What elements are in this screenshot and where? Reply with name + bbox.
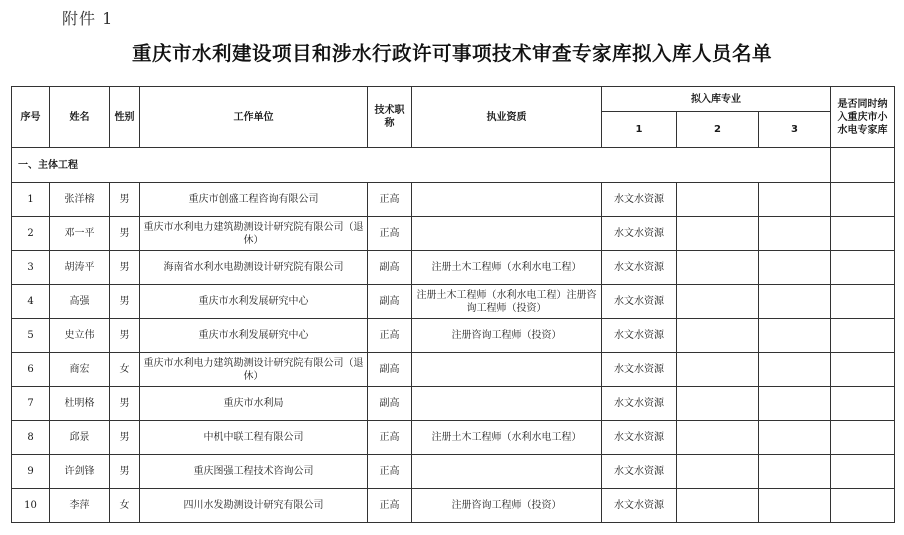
table-row bbox=[12, 285, 895, 319]
cell-seq: 4 bbox=[12, 285, 50, 319]
cell-workplace: 重庆市水利电力建筑勘测设计研究院有限公司（退休） bbox=[140, 353, 368, 387]
section-blank-cell bbox=[831, 148, 895, 183]
cell-gender: 女 bbox=[110, 489, 140, 523]
header-major-2: 2 bbox=[677, 112, 759, 148]
expert-list-table bbox=[11, 86, 895, 523]
cell-workplace: 重庆图强工程技术咨询公司 bbox=[140, 455, 368, 489]
cell-gender: 男 bbox=[110, 285, 140, 319]
cell-qualification: 注册咨询工程师（投资） bbox=[412, 319, 602, 353]
header-qualification: 执业资质 bbox=[412, 87, 602, 148]
cell-seq: 5 bbox=[12, 319, 50, 353]
cell-seq: 8 bbox=[12, 421, 50, 455]
cell-major-1: 水文水资源 bbox=[602, 217, 677, 251]
cell-major-3 bbox=[759, 421, 831, 455]
cell-major-3 bbox=[759, 183, 831, 217]
cell-gender: 男 bbox=[110, 217, 140, 251]
attachment-label: 附件 1 bbox=[62, 9, 114, 28]
cell-qualification: 注册咨询工程师（投资） bbox=[412, 489, 602, 523]
cell-workplace: 重庆市水利局 bbox=[140, 387, 368, 421]
cell-name: 杜明格 bbox=[50, 387, 110, 421]
header-small-hydro: 是否同时纳入重庆市小水电专家库 bbox=[831, 87, 895, 148]
cell-gender: 男 bbox=[110, 251, 140, 285]
cell-gender: 男 bbox=[110, 455, 140, 489]
cell-name: 史立伟 bbox=[50, 319, 110, 353]
cell-name: 张洋榕 bbox=[50, 183, 110, 217]
table-row bbox=[12, 217, 895, 251]
table-row bbox=[12, 421, 895, 455]
table-row bbox=[12, 183, 895, 217]
table-row bbox=[12, 455, 895, 489]
cell-major-3 bbox=[759, 387, 831, 421]
cell-workplace: 重庆市创盛工程咨询有限公司 bbox=[140, 183, 368, 217]
header-tech-title: 技术职称 bbox=[368, 87, 412, 148]
cell-small-hydro bbox=[831, 489, 895, 523]
cell-seq: 3 bbox=[12, 251, 50, 285]
cell-qualification bbox=[412, 455, 602, 489]
table-row bbox=[12, 319, 895, 353]
cell-tech-title: 正高 bbox=[368, 455, 412, 489]
cell-gender: 男 bbox=[110, 183, 140, 217]
cell-major-1: 水文水资源 bbox=[602, 489, 677, 523]
cell-major-2 bbox=[677, 251, 759, 285]
cell-qualification: 注册土木工程师（水利水电工程） bbox=[412, 421, 602, 455]
cell-major-1: 水文水资源 bbox=[602, 455, 677, 489]
cell-major-2 bbox=[677, 353, 759, 387]
cell-tech-title: 正高 bbox=[368, 217, 412, 251]
cell-small-hydro bbox=[831, 217, 895, 251]
cell-workplace: 海南省水利水电勘测设计研究院有限公司 bbox=[140, 251, 368, 285]
cell-major-2 bbox=[677, 489, 759, 523]
cell-major-1: 水文水资源 bbox=[602, 285, 677, 319]
cell-major-1: 水文水资源 bbox=[602, 251, 677, 285]
cell-name: 邓一平 bbox=[50, 217, 110, 251]
cell-seq: 7 bbox=[12, 387, 50, 421]
cell-major-3 bbox=[759, 217, 831, 251]
cell-seq: 6 bbox=[12, 353, 50, 387]
header-seq: 序号 bbox=[12, 87, 50, 148]
cell-tech-title: 副高 bbox=[368, 387, 412, 421]
cell-small-hydro bbox=[831, 353, 895, 387]
cell-major-2 bbox=[677, 319, 759, 353]
cell-major-1: 水文水资源 bbox=[602, 387, 677, 421]
cell-major-1: 水文水资源 bbox=[602, 183, 677, 217]
cell-major-3 bbox=[759, 285, 831, 319]
cell-major-3 bbox=[759, 353, 831, 387]
cell-small-hydro bbox=[831, 251, 895, 285]
cell-major-1: 水文水资源 bbox=[602, 421, 677, 455]
cell-small-hydro bbox=[831, 183, 895, 217]
cell-major-1: 水文水资源 bbox=[602, 319, 677, 353]
cell-major-2 bbox=[677, 217, 759, 251]
cell-major-2 bbox=[677, 421, 759, 455]
cell-small-hydro bbox=[831, 421, 895, 455]
table-row bbox=[12, 387, 895, 421]
cell-tech-title: 正高 bbox=[368, 183, 412, 217]
cell-qualification: 注册土木工程师（水利水电工程） bbox=[412, 251, 602, 285]
cell-name: 李萍 bbox=[50, 489, 110, 523]
header-major-group: 拟入库专业 bbox=[602, 87, 831, 112]
table-row bbox=[12, 251, 895, 285]
cell-major-3 bbox=[759, 319, 831, 353]
cell-name: 邱景 bbox=[50, 421, 110, 455]
cell-workplace: 重庆市水利发展研究中心 bbox=[140, 285, 368, 319]
header-gender: 性别 bbox=[110, 87, 140, 148]
cell-seq: 10 bbox=[12, 489, 50, 523]
cell-name: 胡涛平 bbox=[50, 251, 110, 285]
cell-tech-title: 副高 bbox=[368, 251, 412, 285]
cell-qualification bbox=[412, 217, 602, 251]
cell-qualification bbox=[412, 183, 602, 217]
section-title: 一、主体工程 bbox=[12, 148, 831, 183]
cell-gender: 男 bbox=[110, 387, 140, 421]
cell-tech-title: 正高 bbox=[368, 319, 412, 353]
cell-tech-title: 正高 bbox=[368, 421, 412, 455]
cell-small-hydro bbox=[831, 455, 895, 489]
cell-small-hydro bbox=[831, 387, 895, 421]
cell-major-2 bbox=[677, 285, 759, 319]
cell-gender: 女 bbox=[110, 353, 140, 387]
cell-workplace: 四川水发勘测设计研究有限公司 bbox=[140, 489, 368, 523]
cell-seq: 1 bbox=[12, 183, 50, 217]
cell-workplace: 中机中联工程有限公司 bbox=[140, 421, 368, 455]
cell-seq: 9 bbox=[12, 455, 50, 489]
table-row bbox=[12, 353, 895, 387]
cell-major-1: 水文水资源 bbox=[602, 353, 677, 387]
table-row bbox=[12, 489, 895, 523]
header-major-1: 1 bbox=[602, 112, 677, 148]
header-workplace: 工作单位 bbox=[140, 87, 368, 148]
cell-gender: 男 bbox=[110, 421, 140, 455]
header-major-3: 3 bbox=[759, 112, 831, 148]
cell-tech-title: 正高 bbox=[368, 489, 412, 523]
cell-tech-title: 副高 bbox=[368, 353, 412, 387]
document-title: 重庆市水利建设项目和涉水行政许可事项技术审查专家库拟入库人员名单 bbox=[131, 42, 772, 65]
cell-tech-title: 副高 bbox=[368, 285, 412, 319]
cell-workplace: 重庆市水利发展研究中心 bbox=[140, 319, 368, 353]
cell-small-hydro bbox=[831, 319, 895, 353]
cell-major-2 bbox=[677, 387, 759, 421]
header-name: 姓名 bbox=[50, 87, 110, 148]
cell-major-3 bbox=[759, 455, 831, 489]
cell-name: 商宏 bbox=[50, 353, 110, 387]
cell-name: 许剑锋 bbox=[50, 455, 110, 489]
cell-gender: 男 bbox=[110, 319, 140, 353]
cell-major-3 bbox=[759, 489, 831, 523]
cell-qualification bbox=[412, 387, 602, 421]
cell-small-hydro bbox=[831, 285, 895, 319]
cell-qualification bbox=[412, 353, 602, 387]
cell-major-2 bbox=[677, 455, 759, 489]
cell-major-3 bbox=[759, 251, 831, 285]
cell-name: 高强 bbox=[50, 285, 110, 319]
cell-qualification: 注册土木工程师（水利水电工程）注册咨询工程师（投资） bbox=[412, 285, 602, 319]
cell-workplace: 重庆市水利电力建筑勘测设计研究院有限公司（退休） bbox=[140, 217, 368, 251]
cell-major-2 bbox=[677, 183, 759, 217]
cell-seq: 2 bbox=[12, 217, 50, 251]
